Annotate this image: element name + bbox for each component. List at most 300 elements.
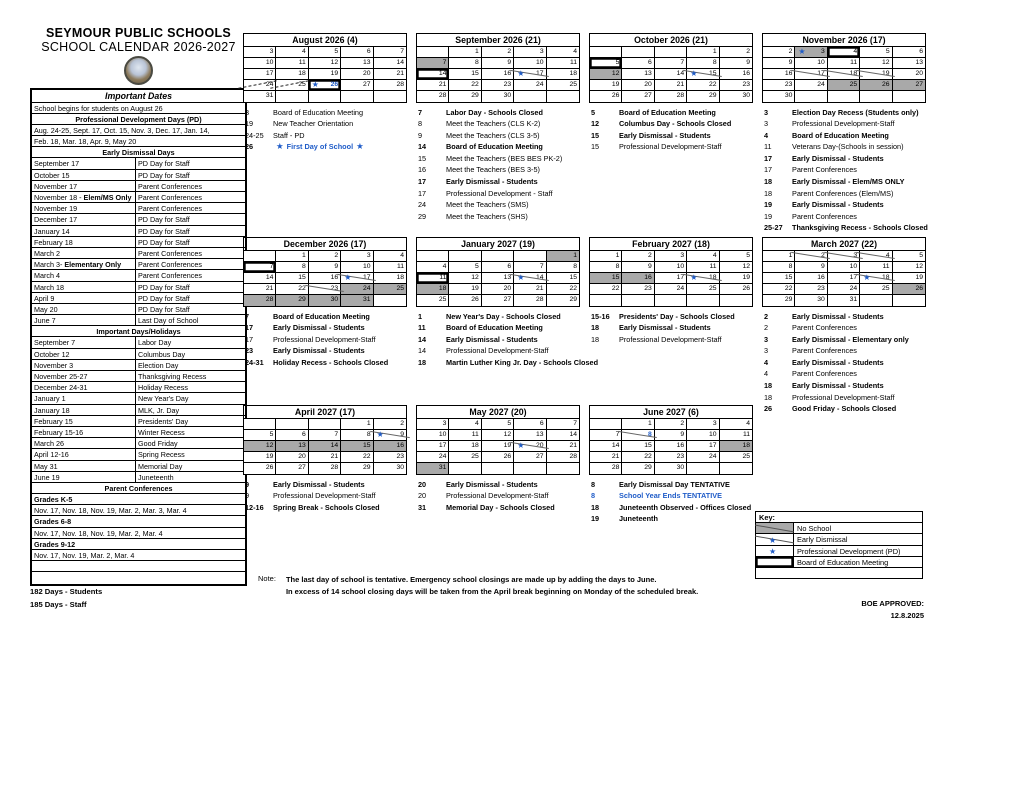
calendar-day-cell xyxy=(687,430,719,441)
calendar-day-cell xyxy=(514,441,546,452)
day-number: 27 xyxy=(503,295,512,303)
day-number: 9 xyxy=(680,430,685,438)
day-number: 2 xyxy=(746,47,750,55)
calendar-day-cell xyxy=(547,284,579,295)
calendar-day-cell xyxy=(860,262,892,273)
calendar-day-cell xyxy=(590,463,622,474)
day-number: 2 xyxy=(788,47,793,55)
event-day: 17 xyxy=(764,153,773,163)
description-cell: PD Day for Staff xyxy=(138,293,190,303)
day-number: 14 xyxy=(611,441,620,449)
day-number: 15 xyxy=(569,273,577,281)
calendar-event-row xyxy=(416,164,580,176)
calendar-day-cell xyxy=(828,80,860,91)
day-number: 5 xyxy=(269,430,274,438)
day-number: 23 xyxy=(784,80,793,88)
event-text: New Teacher Orientation xyxy=(273,119,354,129)
day-number: 10 xyxy=(363,262,371,270)
month-november xyxy=(762,33,926,234)
day-number: 26 xyxy=(742,284,750,292)
calendar-day-cell xyxy=(341,58,373,69)
day-number: 12 xyxy=(882,58,890,66)
day-number: 3 xyxy=(442,419,447,427)
day-number: 22 xyxy=(471,80,479,88)
day-number: 10 xyxy=(817,58,825,66)
key-rows xyxy=(756,523,922,568)
calendar-event-row xyxy=(762,222,926,234)
day-number: 24 xyxy=(709,452,717,460)
calendar-day-cell xyxy=(417,419,449,430)
calendar-day-cell xyxy=(860,284,892,295)
calendar-day-cell xyxy=(374,58,406,69)
day-number: 11 xyxy=(298,58,306,66)
calendar-day-cell xyxy=(449,91,481,102)
calendar-day-cell xyxy=(417,69,449,80)
calendar-day-cell xyxy=(687,91,719,102)
calendar-event-row xyxy=(762,141,926,153)
event-text: Parent Conferences xyxy=(792,165,857,175)
day-number: 11 xyxy=(709,262,717,270)
day-number: 24 xyxy=(817,80,825,88)
calendar-day-cell xyxy=(514,419,546,430)
month-september xyxy=(416,33,580,222)
day-number: 27 xyxy=(915,80,923,88)
day-number: 25 xyxy=(709,284,717,292)
calendar-day-cell xyxy=(590,452,622,463)
important-dates-row xyxy=(32,461,245,472)
calendar-event-row xyxy=(589,107,753,119)
event-day: 17 xyxy=(764,165,773,175)
calendar-day-cell xyxy=(374,91,406,102)
event-day: 24-31 xyxy=(245,357,264,367)
calendar-day-cell xyxy=(244,80,276,91)
day-number: 24 xyxy=(265,80,274,88)
calendar-day-cell xyxy=(417,80,449,91)
calendar-day-cell xyxy=(341,452,373,463)
calendar-day-cell xyxy=(590,251,622,262)
calendar-day-cell xyxy=(374,262,406,273)
event-day: 7 xyxy=(418,107,423,117)
important-dates-row: Nov. 17, Nov. 18, Nov. 19, Mar. 2, Mar. 4 xyxy=(32,528,245,539)
day-number: 2 xyxy=(507,47,512,55)
description-cell: Spring Recess xyxy=(138,450,185,460)
event-day: 5 xyxy=(591,107,596,117)
event-day: 17 xyxy=(245,334,254,344)
day-number: 23 xyxy=(676,452,685,460)
day-number: 15 xyxy=(644,441,652,449)
calendar-day-cell xyxy=(374,251,406,262)
calendar-day-cell xyxy=(860,295,892,306)
event-text: Early Dismissal - Students xyxy=(273,479,365,489)
event-text: Meet the Teachers (CLS K-2) xyxy=(446,119,541,129)
boe-approval xyxy=(861,598,924,621)
day-number: 26 xyxy=(915,284,923,292)
important-dates-row xyxy=(32,382,245,393)
month-events xyxy=(416,311,599,369)
event-day: 15 xyxy=(418,153,427,163)
day-number: 16 xyxy=(742,69,750,77)
day-number: 19 xyxy=(503,441,512,449)
day-number: 7 xyxy=(400,47,404,55)
event-text: Martin Luther King Jr. Day - Schools Closed xyxy=(446,357,599,367)
calendar-day-cell xyxy=(893,295,925,306)
event-day: 8 xyxy=(591,491,596,501)
day-number: 25 xyxy=(471,452,479,460)
day-number: 28 xyxy=(330,463,339,471)
date-cell: May 31 xyxy=(32,461,136,471)
day-number: 2 xyxy=(680,419,685,427)
day-number: 17 xyxy=(849,273,858,281)
calendar-day-cell xyxy=(449,430,481,441)
day-number: 17 xyxy=(817,69,825,77)
calendar-day-cell xyxy=(309,262,341,273)
event-text: Early Dismissal - Elem/MS ONLY xyxy=(792,177,905,187)
event-text: Early Dismissal Day TENTATIVE xyxy=(619,479,730,489)
calendar-event-row xyxy=(762,176,926,188)
important-dates-row: Grades 6-8 xyxy=(32,516,245,527)
description-cell: PD Day for Staff xyxy=(138,282,190,292)
school-seal-logo xyxy=(124,56,153,85)
important-dates-row xyxy=(32,315,245,326)
event-day: 3 xyxy=(245,107,250,117)
calendar-day-cell xyxy=(622,419,654,430)
description-cell: Labor Day xyxy=(138,338,172,348)
calendar-day-cell xyxy=(482,463,514,474)
day-number: 5 xyxy=(615,58,620,66)
calendar-event-row xyxy=(589,490,753,502)
important-dates-row xyxy=(32,393,245,404)
day-number: 6 xyxy=(648,58,652,66)
day-number: 27 xyxy=(363,80,371,88)
calendar-day-cell xyxy=(514,251,546,262)
day-number: 26 xyxy=(503,452,512,460)
calendar-event-row xyxy=(416,490,580,502)
calendar-day-cell xyxy=(514,80,546,91)
day-number: 13 xyxy=(298,441,306,449)
date-cell: November 19 xyxy=(32,203,136,213)
calendar-event-row xyxy=(762,211,926,223)
calendar-day-cell xyxy=(449,284,481,295)
calendar-day-cell xyxy=(514,430,546,441)
calendar-day-cell xyxy=(547,80,579,91)
event-day: 7 xyxy=(245,311,250,321)
calendar-day-cell xyxy=(276,430,308,441)
calendar-day-cell xyxy=(276,251,308,262)
calendar-event-row xyxy=(416,107,580,119)
day-number: 22 xyxy=(298,284,306,292)
day-number: 26 xyxy=(882,80,890,88)
calendar-day-cell xyxy=(795,91,827,102)
day-number: 3 xyxy=(821,47,825,55)
calendar-event-row xyxy=(243,322,407,334)
month-events xyxy=(416,479,580,514)
important-dates-row: Grades 9-12 xyxy=(32,539,245,550)
event-day: 24 xyxy=(418,200,427,210)
date-cell: December 24-31 xyxy=(32,382,136,392)
calendar-day-cell xyxy=(655,251,687,262)
day-number: 10 xyxy=(849,262,858,270)
date-cell: September 7 xyxy=(32,337,136,347)
date-cell: November 18 - Elem/MS Only xyxy=(32,192,136,202)
day-number: 9 xyxy=(400,430,404,438)
day-number: 23 xyxy=(644,284,652,292)
calendar-day-cell xyxy=(374,452,406,463)
calendar-day-cell xyxy=(276,452,308,463)
calendar-day-cell xyxy=(828,47,860,58)
calendar-day-cell xyxy=(309,419,341,430)
day-number: 29 xyxy=(298,295,306,303)
day-number: 31 xyxy=(438,463,447,471)
calendar-day-cell xyxy=(590,58,622,69)
important-dates-row xyxy=(32,472,245,483)
day-number: 4 xyxy=(712,251,717,259)
calendar-event-row xyxy=(762,368,926,380)
boe-approved-date: 12.8.2025 xyxy=(890,610,924,620)
calendar-day-cell xyxy=(795,251,827,262)
day-number: 29 xyxy=(471,91,479,99)
day-number: 30 xyxy=(784,91,793,99)
event-text: Good Friday - Schools Closed xyxy=(792,404,897,414)
date-cell: September 17 xyxy=(32,158,136,168)
day-number: 13 xyxy=(363,58,371,66)
month-march xyxy=(762,237,926,415)
calendar-day-cell xyxy=(860,91,892,102)
calendar-event-row xyxy=(416,479,580,491)
day-number: 16 xyxy=(817,273,825,281)
note-lines xyxy=(286,574,698,598)
day-number: 15 xyxy=(471,69,479,77)
calendar-event-row xyxy=(589,479,753,491)
event-day: 18 xyxy=(591,334,600,344)
calendar-day-cell xyxy=(482,262,514,273)
event-text: Thanksgiving Recess - Schools Closed xyxy=(792,223,928,233)
calendar-day-cell xyxy=(417,284,449,295)
day-number: 18 xyxy=(742,441,750,449)
event-text: First Day of School xyxy=(286,142,354,152)
month-events xyxy=(589,479,753,525)
day-number: 18 xyxy=(471,441,479,449)
month-title: October 2026 (21) xyxy=(589,33,753,46)
day-number: 1 xyxy=(475,47,479,55)
description-cell: PD Day for Staff xyxy=(138,170,190,180)
calendar-event-row xyxy=(416,199,580,211)
event-day: 18 xyxy=(764,177,773,187)
event-text: Early Dismissal - Students xyxy=(619,323,711,333)
calendar-event-row xyxy=(762,130,926,142)
event-text: Juneteenth Observed - Offices Closed xyxy=(619,502,752,512)
event-text: Board of Education Meeting xyxy=(273,107,364,117)
calendar-day-cell xyxy=(655,463,687,474)
calendar-day-cell xyxy=(276,69,308,80)
month-grid xyxy=(243,418,407,475)
day-number: 3 xyxy=(853,251,858,259)
event-text: Early Dismissal - Students xyxy=(446,479,538,489)
calendar-day-cell xyxy=(374,295,406,306)
event-text: Board of Education Meeting xyxy=(446,323,543,333)
date-cell: May 20 xyxy=(32,304,136,314)
day-number: 9 xyxy=(648,262,652,270)
calendar-day-cell xyxy=(244,295,276,306)
calendar-day-cell xyxy=(449,441,481,452)
important-dates-row xyxy=(32,416,245,427)
key-empty-row xyxy=(756,568,922,578)
event-day: 19 xyxy=(764,211,773,221)
calendar-day-cell xyxy=(417,295,449,306)
day-number: 25 xyxy=(298,80,306,88)
calendar-day-cell xyxy=(449,47,481,58)
event-text: Parent Conferences xyxy=(792,369,857,379)
day-number: 18 xyxy=(438,284,447,292)
day-number: 11 xyxy=(439,273,447,281)
calendar-day-cell xyxy=(374,419,406,430)
calendar-day-cell xyxy=(309,58,341,69)
day-number: 22 xyxy=(784,284,793,292)
calendar-day-cell xyxy=(590,80,622,91)
event-day: 9 xyxy=(245,491,250,501)
calendar-day-cell xyxy=(655,295,687,306)
day-number: 12 xyxy=(265,441,274,449)
day-number: 12 xyxy=(742,262,750,270)
calendar-day-cell xyxy=(590,441,622,452)
day-number: 4 xyxy=(442,262,447,270)
day-number: 28 xyxy=(536,295,544,303)
calendar-day-cell xyxy=(482,295,514,306)
date-cell: March 26 xyxy=(32,438,136,448)
day-number: 18 xyxy=(709,273,717,281)
calendar-day-cell xyxy=(687,80,719,91)
school-name: SEYMOUR PUBLIC SCHOOLS xyxy=(45,26,232,40)
day-number: 25 xyxy=(849,80,858,88)
day-number: 18 xyxy=(298,69,306,77)
day-number: 4 xyxy=(573,47,577,55)
month-october xyxy=(589,33,753,153)
event-day: 2 xyxy=(764,311,769,321)
calendar-day-cell xyxy=(622,58,654,69)
day-number: 24 xyxy=(536,80,544,88)
day-number: 12 xyxy=(471,273,479,281)
month-events xyxy=(243,107,407,153)
calendar-day-cell xyxy=(276,262,308,273)
calendar-day-cell xyxy=(860,273,892,284)
calendar-day-cell xyxy=(828,295,860,306)
day-number: 1 xyxy=(648,419,652,427)
calendar-day-cell xyxy=(763,58,795,69)
day-number: 19 xyxy=(915,273,923,281)
calendar-day-cell xyxy=(244,69,276,80)
event-day: 26 xyxy=(764,404,773,414)
description-cell: Parent Conferences xyxy=(138,260,202,270)
event-day: 8 xyxy=(418,119,423,129)
calendar-day-cell xyxy=(276,273,308,284)
month-april xyxy=(243,405,407,513)
calendar-day-cell xyxy=(417,430,449,441)
month-title: December 2026 (17) xyxy=(243,237,407,250)
pd-swatch-icon xyxy=(756,546,794,556)
event-day: 11 xyxy=(764,142,772,152)
day-number: 6 xyxy=(919,47,923,55)
day-number: 5 xyxy=(746,251,750,259)
date-cell: October 15 xyxy=(32,170,136,180)
calendar-event-row xyxy=(762,322,926,334)
month-title: January 2027 (19) xyxy=(416,237,580,250)
day-number: 18 xyxy=(569,69,577,77)
important-dates-row: Nov. 17, Nov. 18, Nov. 19, Mar. 2, Mar. 3, Mar. 4 xyxy=(32,505,245,516)
event-text: Board of Education Meeting xyxy=(619,107,716,117)
calendar-day-cell xyxy=(590,295,622,306)
event-day: 17 xyxy=(245,323,254,333)
calendar-day-cell xyxy=(417,91,449,102)
important-dates-row xyxy=(32,226,245,237)
calendar-event-row xyxy=(589,502,753,514)
calendar-event-row xyxy=(762,164,926,176)
day-number: 24 xyxy=(363,284,371,292)
calendar-day-cell xyxy=(482,251,514,262)
important-dates-row xyxy=(32,270,245,281)
event-text: Columbus Day - Schools Closed xyxy=(619,119,732,129)
event-day: 3 xyxy=(764,334,769,344)
day-number: 1 xyxy=(788,251,793,259)
day-number: 25 xyxy=(882,284,890,292)
event-day: 24-25 xyxy=(245,130,264,140)
calendar-day-cell xyxy=(449,251,481,262)
calendar-event-row xyxy=(589,322,753,334)
calendar-day-cell xyxy=(893,251,925,262)
calendar-day-cell xyxy=(547,69,579,80)
month-grid xyxy=(243,250,407,307)
calendar-day-cell xyxy=(514,262,546,273)
note-line: In excess of 14 school closing days will be taken from the April break beginning on Monday of the scheduled break. xyxy=(285,586,699,596)
calendar-day-cell xyxy=(687,273,719,284)
event-text: Early Dismissal - Students xyxy=(792,381,884,391)
day-number: 30 xyxy=(330,295,339,303)
day-number: 13 xyxy=(536,430,544,438)
calendar-day-cell xyxy=(622,430,654,441)
calendar-day-cell xyxy=(482,452,514,463)
event-day: 3 xyxy=(764,119,769,129)
description-cell: PD Day for Staff xyxy=(138,226,190,236)
event-text: Board of Education Meeting xyxy=(273,311,370,321)
calendar-day-cell xyxy=(341,284,373,295)
calendar-day-cell xyxy=(276,284,308,295)
calendar-day-cell xyxy=(482,284,514,295)
event-day: 12-16 xyxy=(245,502,264,512)
day-number: 2 xyxy=(648,251,652,259)
calendar-day-cell xyxy=(244,441,276,452)
calendar-day-cell xyxy=(655,441,687,452)
day-number: 4 xyxy=(475,419,479,427)
event-text: Meet the Teachers (SHS) xyxy=(446,211,528,221)
event-day: 2 xyxy=(764,323,769,333)
important-dates-row xyxy=(32,192,245,203)
event-day: 11 xyxy=(418,323,426,333)
calendar-day-cell xyxy=(244,91,276,102)
important-dates-title: Important Dates xyxy=(32,90,245,103)
key-row-early-dismissal xyxy=(756,534,922,545)
calendar-event-row xyxy=(416,211,580,223)
calendar-day-cell xyxy=(828,58,860,69)
important-dates-row xyxy=(32,572,245,583)
day-number: 18 xyxy=(849,69,858,77)
important-dates-row xyxy=(32,360,245,371)
important-dates-table xyxy=(30,88,247,586)
day-number: 11 xyxy=(850,58,858,66)
month-events xyxy=(243,479,407,514)
no-school-swatch-icon xyxy=(756,523,794,533)
month-title: November 2026 (17) xyxy=(762,33,926,46)
calendar-day-cell xyxy=(276,419,308,430)
early-dismissal-swatch-icon xyxy=(756,534,794,544)
key-title: Key: xyxy=(756,512,922,523)
